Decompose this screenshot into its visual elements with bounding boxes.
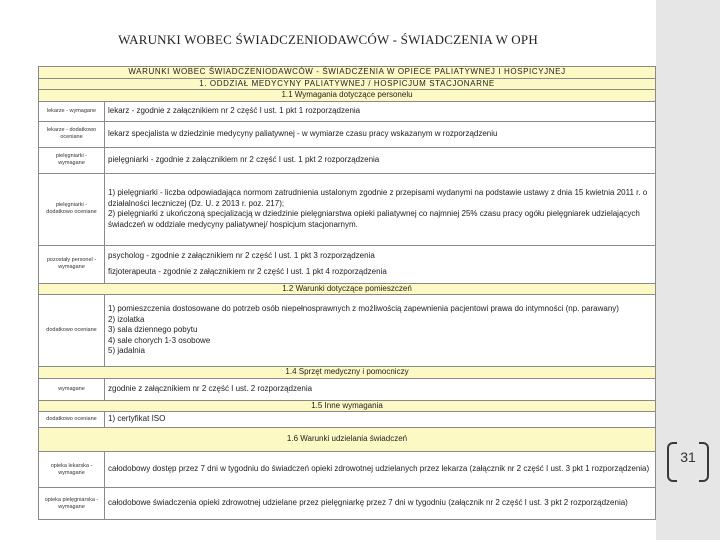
table-row <box>39 245 656 283</box>
row-text: lekarz specjalista w dziedzinie medycyny paliatywnej - w wymiarze czasu pracy wskazanym w rozporządzeniu <box>105 121 656 147</box>
row-text: lekarz - zgodnie z załącznikiem nr 2 część I ust. 1 pkt 1 rozporządzenia <box>105 101 656 121</box>
row-text <box>105 173 656 245</box>
row-label: dodatkowo oceniane <box>39 412 105 428</box>
list-item: 4) sale chorych 1-3 osobowe <box>108 335 211 345</box>
section-1-1-heading: 1.1 Wymagania dotyczące personelu <box>39 90 656 102</box>
row-text-line: fizjoterapeuta - zgodnie z załącznikiem nr 2 część I ust. 1 pkt 4 rozporządzenia <box>108 267 387 276</box>
row-label: pielęgniarki - wymagane <box>39 147 105 173</box>
row-label: lekarze - dodatkowo oceniane <box>39 121 105 147</box>
section-1-2-heading: 1.2 Warunki dotyczące pomieszczeń <box>39 283 656 295</box>
row-label: dodatkowo oceniane <box>39 295 105 367</box>
table-row <box>39 295 656 367</box>
row-label: opieka lekarska - wymagane <box>39 452 105 488</box>
table-row <box>39 412 656 428</box>
table-row <box>39 147 656 173</box>
table-row <box>39 101 656 121</box>
row-label: pozostały personel - wymagane <box>39 245 105 283</box>
section-1-6-heading: 1.6 Warunki udzielania świadczeń <box>39 428 656 452</box>
table-row <box>39 173 656 245</box>
table-row <box>39 378 656 400</box>
row-text: pielęgniarki - zgodnie z załącznikiem nr 2 część I ust. 1 pkt 2 rozporządzenia <box>105 147 656 173</box>
page-number-badge <box>667 442 709 478</box>
table-header-line1: WARUNKI WOBEC ŚWIADCZENIODAWCÓW - ŚWIADCZENIA W OPIECE PALIATYWNEJ I HOSPICYJNEJ <box>39 67 656 79</box>
row-text: 1) certyfikat ISO <box>105 412 656 428</box>
row-text <box>105 295 656 367</box>
row-text: całodobowy dostęp przez 7 dni w tygodniu do świadczeń opieki zdrowotnej udzielanych przez lekarza (załącznik nr 2 część I ust. 3 pkt 1 rozporządzenia) <box>105 452 656 488</box>
requirements-table <box>38 66 656 520</box>
list-item: 2) izolatka <box>108 314 145 324</box>
table-row <box>39 121 656 147</box>
row-text-line: 1) pielęgniarki - liczba odpowiadająca normom zatrudnienia ustalonym zgodnie z przepisami wydanymi na podstawie ustawy z dnia 15 kwietnia 2011 r. o działalności leczniczej (Dz. U. z 2013 r. poz. 217); <box>108 188 648 208</box>
list-item: 3) sala dziennego pobytu <box>108 325 198 335</box>
row-text: zgodnie z załącznikiem nr 2 część I ust. 2 rozporządzenia <box>105 378 656 400</box>
list-item: 1) pomieszczenia dostosowane do potrzeb osób niepełnosprawnych z możliwością zapewnienia pacjentowi prawa do intymności (np. parawany) <box>108 304 619 314</box>
row-text: całodobowe świadczenia opieki zdrowotnej udzielane przez pielęgniarkę przez 7 dni w tygodniu (załącznik nr 2 część I ust. 3 pkt 2 rozporządzenia) <box>105 488 656 520</box>
row-text <box>105 245 656 283</box>
table-row <box>39 488 656 520</box>
slide-title: WARUNKI WOBEC ŚWIADCZENIODAWCÓW - ŚWIADCZENIA W OPH <box>118 32 538 47</box>
table-header-line2: 1. ODDZIAŁ MEDYCYNY PALIATYWNEJ / HOSPICJUM STACJONARNE <box>39 78 656 90</box>
row-label: wymagane <box>39 378 105 400</box>
row-label: opieka pielęgniarska - wymagane <box>39 488 105 520</box>
row-text-line: psycholog - zgodnie z załącznikiem nr 2 część I ust. 1 pkt 3 rozporządzenia <box>108 250 375 260</box>
section-1-5-heading: 1.5 Inne wymagania <box>39 400 656 412</box>
list-item: 5) jadalnia <box>108 346 145 356</box>
row-label: lekarze - wymagane <box>39 101 105 121</box>
page-number: 31 <box>680 449 696 465</box>
row-label: pielęgniarki - dodatkowo oceniane <box>39 173 105 245</box>
table-row <box>39 452 656 488</box>
row-text-line: 2) pielęgniarki z ukończoną specjalizacją w dziedzinie pielęgniarstwa opieki paliatywnej co najmniej 25% czasu pracy ogółu pielęgniarek udzielających świadczeń w oddziale medycyny paliatywnej/ hospicjum stacjonarnym. <box>108 209 640 229</box>
section-1-4-heading: 1.4 Sprzęt medyczny i pomocniczy <box>39 367 656 379</box>
